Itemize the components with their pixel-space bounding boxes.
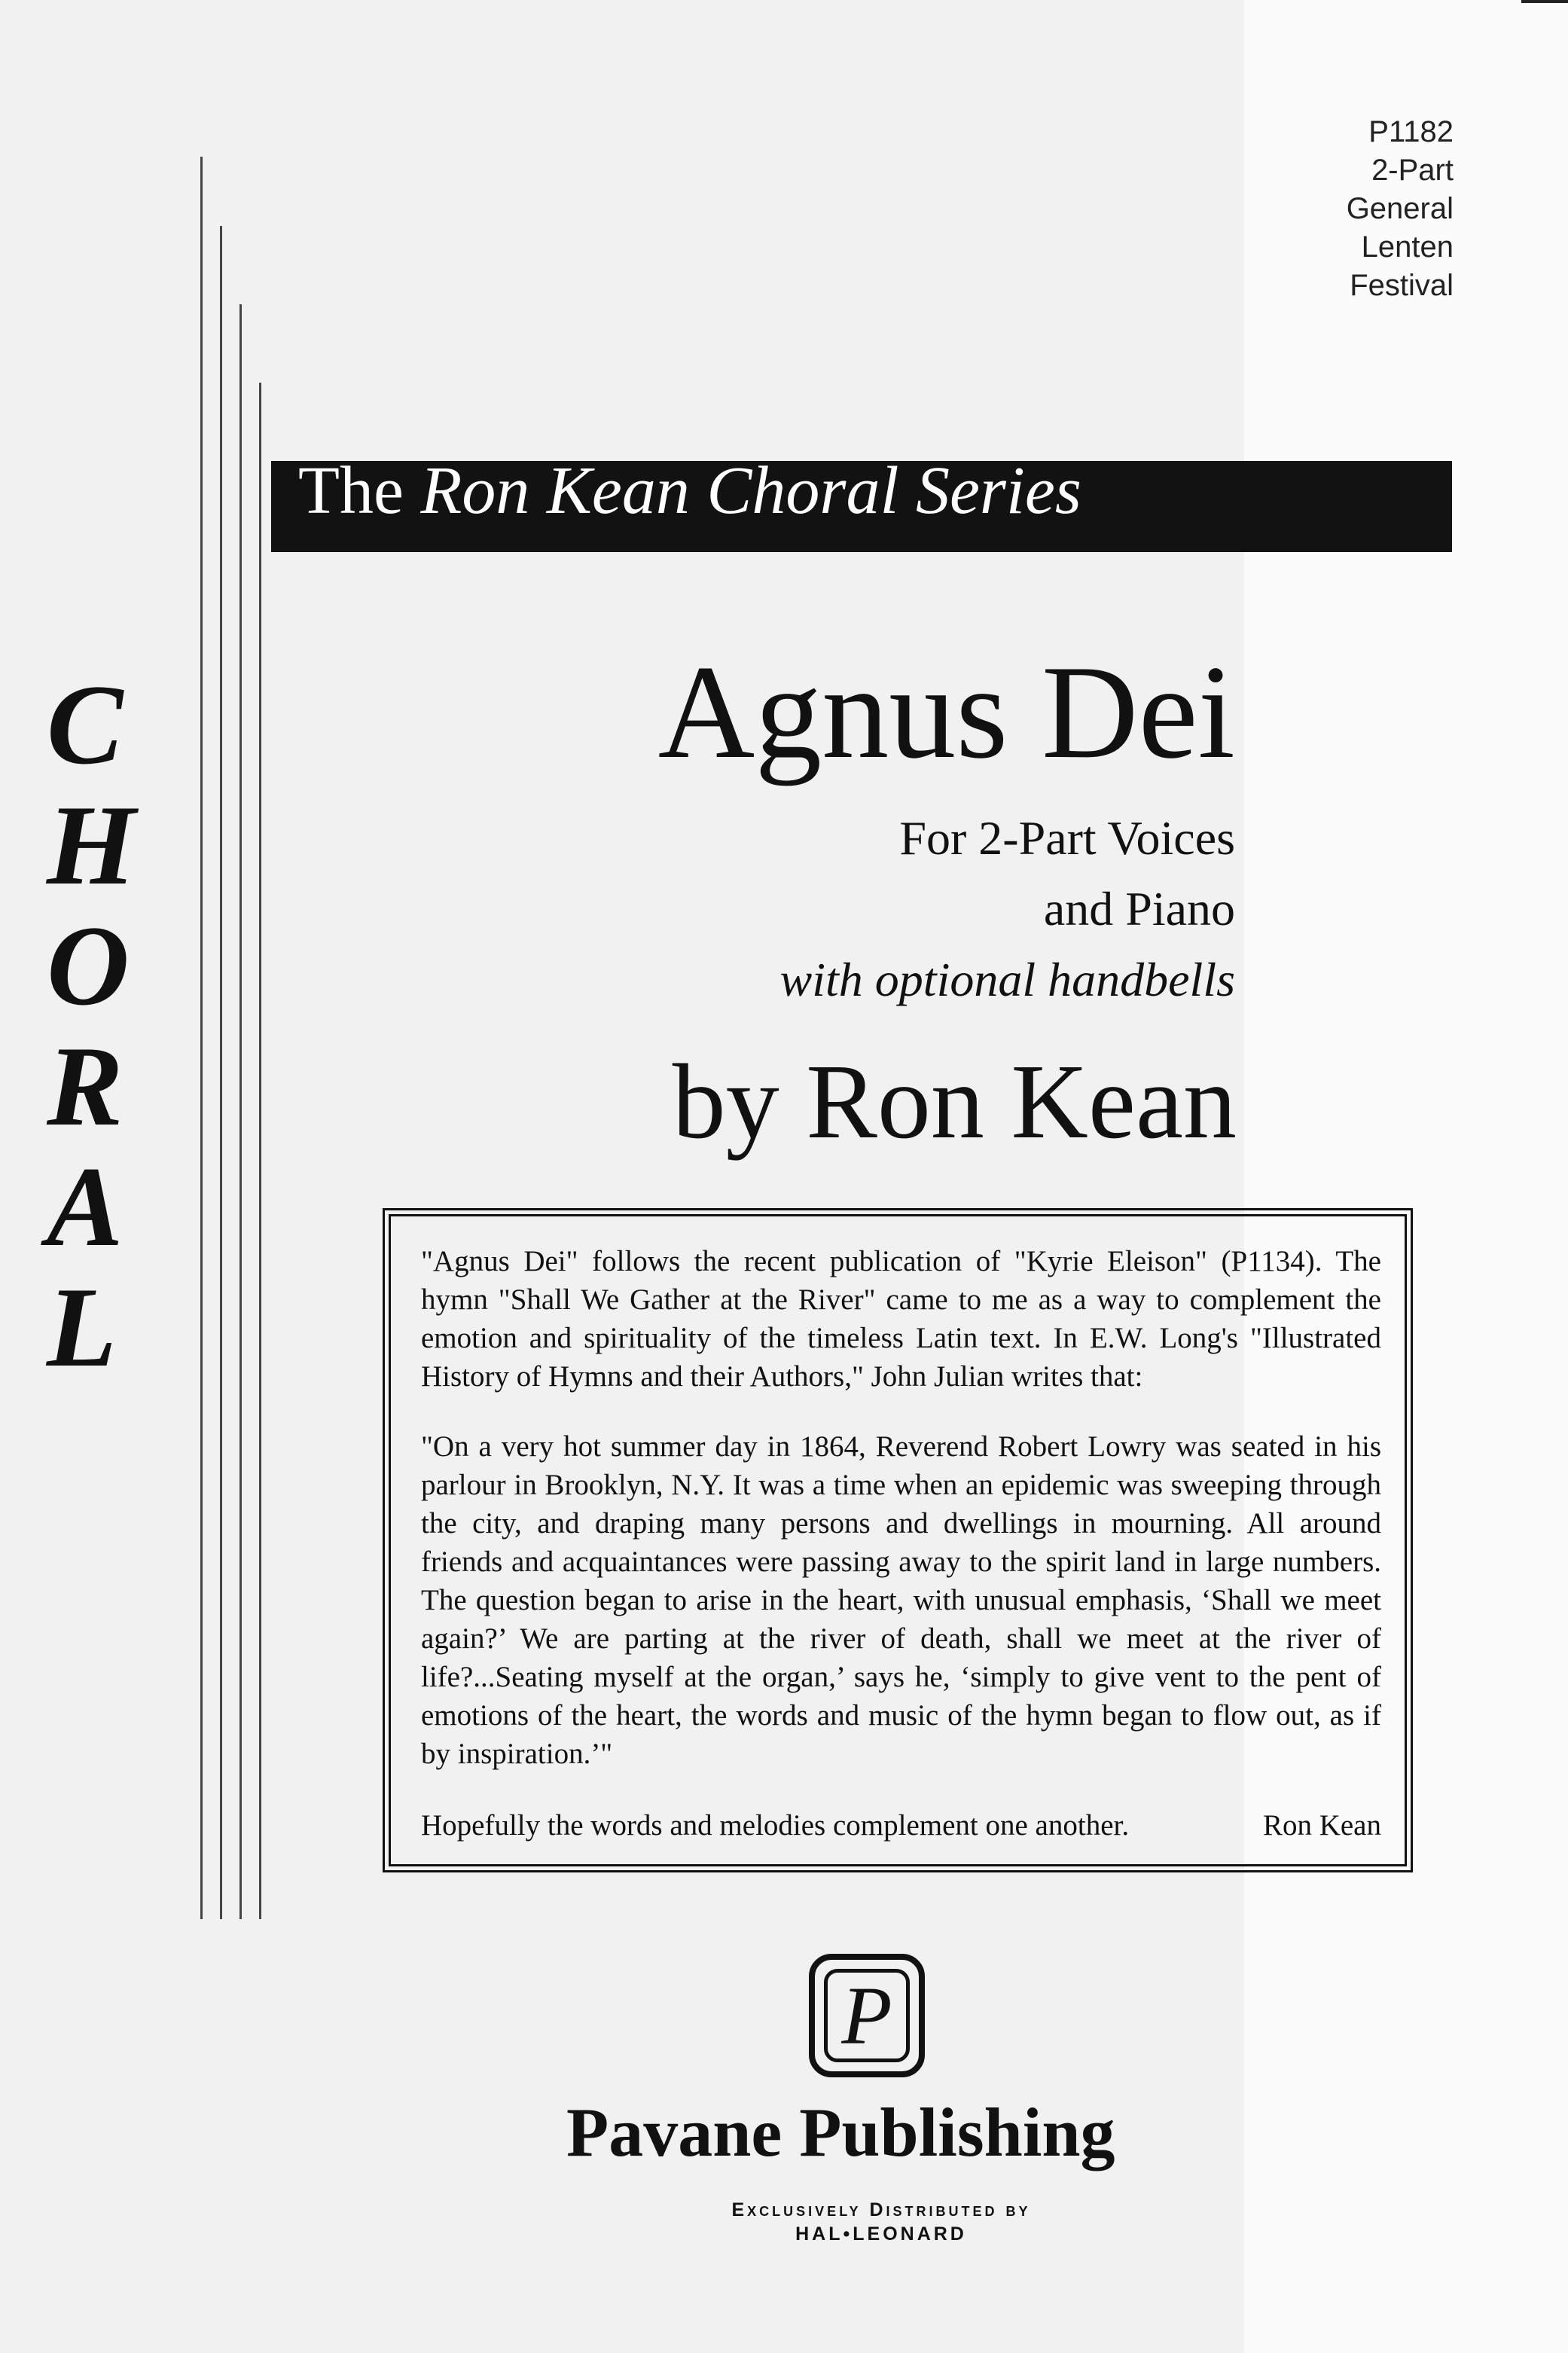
- top-edge-rule: [1521, 0, 1568, 3]
- series-title: [298, 452, 1081, 530]
- staff-line-3: [239, 304, 242, 1919]
- series-word-choral: Choral: [706, 453, 899, 528]
- note-intro: "Agnus Dei" follows the recent publication of "Kyrie Eleison" (P1134). The hymn "Shall We Gather at the River" came to me as a way to complement the emotion and spirituality of the timeless Latin text. In E.W. Long's "Illustrated History of Hymns and their Authors," John Julian writes that:: [421, 1245, 1381, 1393]
- note-closing: Hopefully the words and melodies complement one another.: [421, 1809, 1130, 1842]
- series-word-ron: Ron: [420, 453, 530, 528]
- series-banner-rule: [271, 550, 1452, 552]
- catalog-category: General: [1346, 192, 1454, 225]
- side-letter: L: [47, 1264, 117, 1390]
- series-word-series: Series: [915, 453, 1081, 528]
- staff-line-1: [200, 157, 203, 1919]
- right-panel: [1244, 0, 1568, 2353]
- publisher-name: Pavane Publishing: [566, 2094, 1115, 2171]
- staff-line-2: [220, 226, 222, 1919]
- catalog-voicing: 2-Part: [1371, 154, 1454, 187]
- logo-letter: P: [824, 1969, 910, 2062]
- side-label-choral: [47, 661, 136, 1390]
- subtitle-handbells: with optional handbells: [779, 953, 1235, 1006]
- subtitle: [780, 803, 1235, 1015]
- catalog-occasion: Festival: [1350, 269, 1454, 302]
- side-letter: A: [47, 1143, 124, 1270]
- side-letter: C: [47, 661, 124, 788]
- distribution-line: Exclusively Distributed by: [731, 2199, 1031, 2220]
- series-word-kean: Kean: [546, 453, 690, 528]
- composer-note: [421, 1242, 1381, 1845]
- side-letter: R: [47, 1023, 124, 1149]
- staff-line-4: [259, 383, 261, 1919]
- note-signature: Ron Kean: [1262, 1809, 1381, 1842]
- distribution-note: [693, 2198, 1069, 2246]
- catalog-info: [1347, 113, 1454, 305]
- series-the: The: [298, 453, 404, 528]
- composer-note-box: [389, 1214, 1407, 1866]
- catalog-number: P1182: [1368, 115, 1454, 148]
- subtitle-voices: For 2-Part Voices: [899, 811, 1235, 865]
- composer-byline: by Ron Kean: [672, 1042, 1237, 1161]
- distributor-name: HAL•LEONARD: [795, 2223, 967, 2245]
- note-closing-line: [421, 1806, 1381, 1845]
- pavane-logo: [809, 1954, 925, 2077]
- subtitle-piano: and Piano: [1043, 882, 1235, 935]
- work-title: Agnus Dei: [657, 637, 1235, 786]
- side-letter: O: [47, 902, 130, 1029]
- catalog-season: Lenten: [1361, 230, 1454, 264]
- side-letter: H: [47, 782, 136, 908]
- note-quote: "On a very hot summer day in 1864, Reverend Robert Lowry was seated in his parlour in Brooklyn, N.Y. It was a time when an epidemic was sweeping through the city, and draping many persons and dwellings in mourning. All around friends and acquaintances were passing away to the spirit land in large numbers. The question began to arise in the heart, with unusual emphasis, ‘Shall we meet again?’ We are parting at the river of death, shall we meet at the river of life?...Seating myself at the organ,’ says he, ‘simply to give vent to the pent of emotions of the heart, the words and music of the hymn began to flow out, as if by inspiration.’": [421, 1430, 1381, 1770]
